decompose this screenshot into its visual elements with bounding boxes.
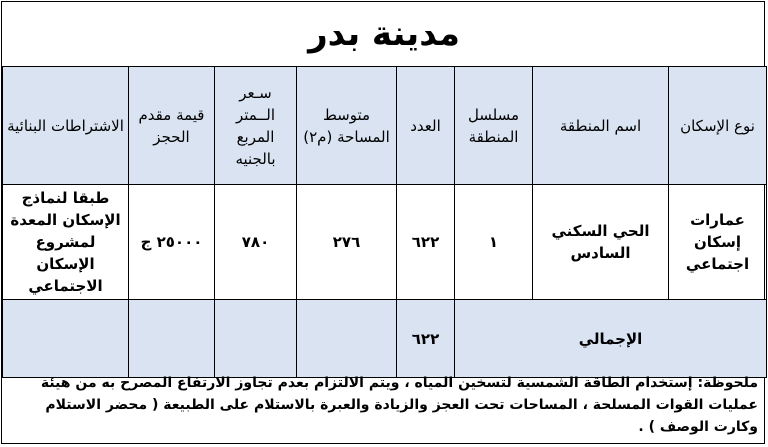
total-label: الإجمالي	[455, 300, 767, 378]
cell-area-serial: ١	[455, 185, 533, 300]
header-count: العدد	[397, 67, 455, 185]
total-count: ٦٢٢	[397, 300, 455, 378]
table-row	[3, 185, 767, 300]
header-housing-type: نوع الإسكان	[669, 67, 767, 185]
header-area-name: اسم المنطقة	[533, 67, 669, 185]
table-header-row	[3, 67, 767, 185]
page-title: مدينة بدر	[308, 14, 460, 54]
header-price-per-meter: سـعر الــمتر المربع بالجنيه	[215, 67, 297, 185]
cell-building-requirements: طبقا لنماذج الإسكان المعدة لمشروع الإسكان الاجتماعي	[3, 185, 129, 300]
table-total-row	[3, 300, 767, 378]
header-down-payment: قيمة مقدم الحجز	[129, 67, 215, 185]
total-empty-cell	[3, 300, 129, 378]
header-area-serial: مسلسل المنطقة	[455, 67, 533, 185]
housing-table	[2, 66, 767, 378]
cell-price-per-meter: ٧٨٠	[215, 185, 297, 300]
cell-housing-type: عمارات إسكان اجتماعي	[669, 185, 767, 300]
cell-area-name: الحي السكني السادس	[533, 185, 669, 300]
cell-down-payment: ٢٥٠٠٠ ج	[129, 185, 215, 300]
cell-avg-area: ٢٧٦	[297, 185, 397, 300]
total-empty-cell	[297, 300, 397, 378]
total-empty-cell	[129, 300, 215, 378]
document-frame	[1, 1, 765, 444]
cell-count: ٦٢٢	[397, 185, 455, 300]
total-empty-cell	[215, 300, 297, 378]
header-avg-area: متوسط المساحة (م٢)	[297, 67, 397, 185]
footnote: ملحوظة: إستخدام الطاقة الشمسية لتسخين المياه ، ويتم الالتزام بعدم تجاوز الارتفاع المصرح به من هيئة عمليات القوات المسلحة ، المساحات تحت العجز والزيادة والعبرة بالاستلام على الطبيعة ( محضر الاستلام وكارت الوصف ) .	[40, 375, 758, 435]
header-building-requirements: الاشتراطات البنائية	[3, 67, 129, 185]
